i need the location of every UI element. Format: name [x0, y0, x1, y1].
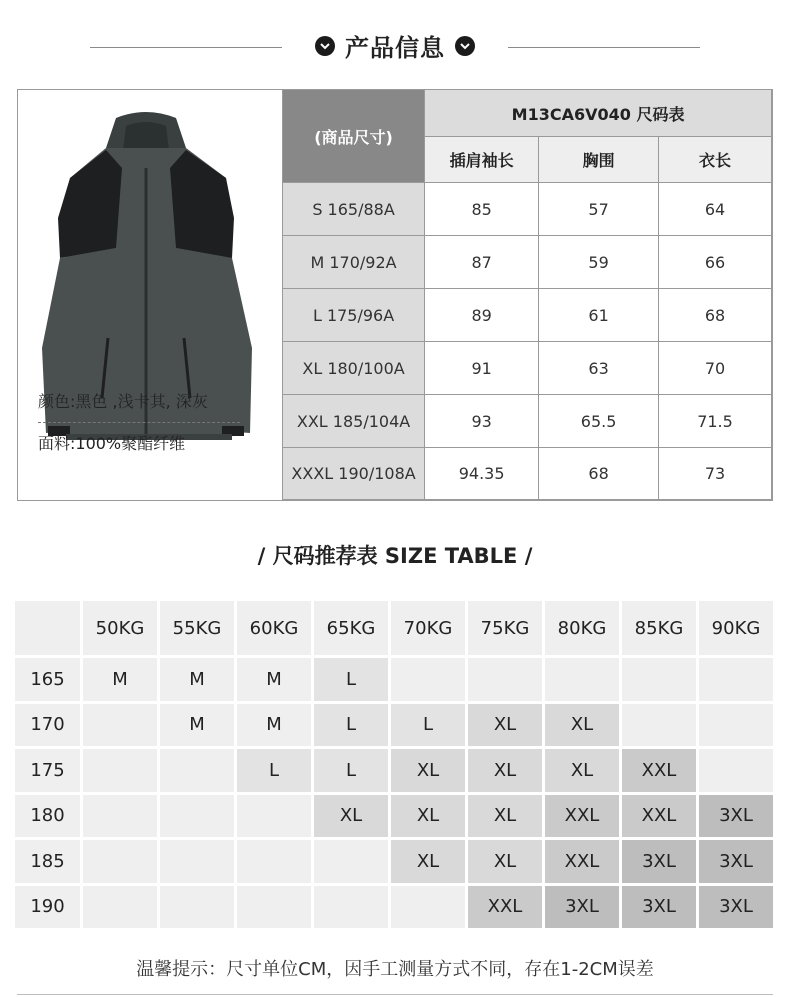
size-cell: [314, 886, 388, 929]
product-info-panel: [17, 89, 773, 501]
value-cell: 57: [539, 183, 659, 236]
size-cell: L 175/96A: [283, 289, 425, 342]
size-cell: XL: [314, 795, 388, 838]
table-row: [15, 886, 773, 929]
height-label: 185: [15, 840, 80, 883]
header-title-wrap: [0, 28, 790, 63]
size-cell: [391, 886, 465, 929]
size-cell: [391, 658, 465, 701]
value-cell: 68: [659, 289, 772, 342]
value-cell: 63: [539, 342, 659, 395]
size-cell: [237, 795, 311, 838]
value-cell: 59: [539, 236, 659, 289]
weight-header: 70KG: [391, 601, 465, 655]
height-label: 165: [15, 658, 80, 701]
value-cell: 68: [539, 448, 659, 500]
size-cell: XL: [468, 795, 542, 838]
size-cell: [83, 840, 157, 883]
size-cell: M: [160, 704, 234, 747]
value-cell: 70: [659, 342, 772, 395]
size-cell: [160, 795, 234, 838]
model-header: M13CA6V040 尺码表: [425, 90, 772, 137]
value-cell: 94.35: [425, 448, 539, 500]
value-cell: 93: [425, 395, 539, 448]
value-cell: 89: [425, 289, 539, 342]
size-cell: 3XL: [699, 840, 773, 883]
size-cell: [622, 658, 696, 701]
value-cell: 64: [659, 183, 772, 236]
height-label: 180: [15, 795, 80, 838]
section-header: [0, 0, 790, 90]
size-cell: XL: [545, 704, 619, 747]
size-cell: [160, 886, 234, 929]
chevron-down-circle-icon: [315, 36, 335, 56]
height-label: 170: [15, 704, 80, 747]
size-cell: [237, 840, 311, 883]
value-cell: 87: [425, 236, 539, 289]
size-cell: [237, 886, 311, 929]
value-cell: 66: [659, 236, 772, 289]
size-cell: [699, 658, 773, 701]
size-cell: [83, 886, 157, 929]
table-row: [15, 658, 773, 701]
product-photo-panel: [18, 90, 282, 500]
size-cell: XL: [391, 749, 465, 792]
size-cell: XL: [468, 749, 542, 792]
size-cell: M: [237, 704, 311, 747]
size-cell: XL: [391, 840, 465, 883]
page-title: 产品信息: [345, 34, 445, 62]
table-row: [283, 342, 772, 395]
size-cell: [160, 840, 234, 883]
table-row: [15, 749, 773, 792]
value-cell: 85: [425, 183, 539, 236]
table-row: [283, 289, 772, 342]
size-cell: 3XL: [699, 795, 773, 838]
size-cell: 3XL: [622, 886, 696, 929]
value-cell: 61: [539, 289, 659, 342]
column-header: 胸围: [539, 137, 659, 183]
size-cell: [545, 658, 619, 701]
dashed-divider: [38, 422, 240, 423]
height-label: 190: [15, 886, 80, 929]
size-cell: XXL: [622, 795, 696, 838]
table-row: [15, 704, 773, 747]
value-cell: 71.5: [659, 395, 772, 448]
size-cell: L: [391, 704, 465, 747]
size-cell: XL: [545, 749, 619, 792]
size-cell: XXL: [622, 749, 696, 792]
value-cell: 65.5: [539, 395, 659, 448]
size-cell: M: [237, 658, 311, 701]
bottom-divider: [17, 994, 773, 995]
size-cell: XXL: [545, 840, 619, 883]
measurement-note: 温馨提示：尺寸单位CM，因手工测量方式不同，存在1-2CM误差: [136, 959, 654, 980]
size-cell: XL: [468, 840, 542, 883]
size-cell: [83, 749, 157, 792]
size-table-title: / 尺码推荐表 SIZE TABLE /: [257, 544, 533, 568]
size-cell: XXL: [545, 795, 619, 838]
color-info: 颜色:黑色 ,浅卡其, 深灰: [38, 392, 208, 411]
corner-cell: [15, 601, 80, 655]
table-row: [283, 448, 772, 500]
measurement-table: [282, 89, 772, 500]
size-cell: M 170/92A: [283, 236, 425, 289]
table-row: [15, 795, 773, 838]
size-cell: XXL 185/104A: [283, 395, 425, 448]
weight-header: 60KG: [237, 601, 311, 655]
column-header: 插肩袖长: [425, 137, 539, 183]
table-row: [283, 183, 772, 236]
size-cell: [314, 840, 388, 883]
weight-header: 55KG: [160, 601, 234, 655]
weight-header: 50KG: [83, 601, 157, 655]
size-cell: XXXL 190/108A: [283, 448, 425, 500]
weight-header: 65KG: [314, 601, 388, 655]
fabric-info: 面料:100%聚酯纤维: [38, 434, 186, 453]
size-cell: 3XL: [545, 886, 619, 929]
size-cell: 3XL: [699, 886, 773, 929]
weight-header: 90KG: [699, 601, 773, 655]
table-row: [283, 395, 772, 448]
size-cell: XXL: [468, 886, 542, 929]
size-cell: L: [314, 704, 388, 747]
size-cell: M: [83, 658, 157, 701]
size-recommendation-table: [12, 598, 776, 931]
size-cell: [468, 658, 542, 701]
size-cell: 3XL: [622, 840, 696, 883]
table-row: [15, 840, 773, 883]
size-cell: [83, 795, 157, 838]
size-cell: XL: [468, 704, 542, 747]
table-row: [283, 236, 772, 289]
size-cell: M: [160, 658, 234, 701]
size-cell: S 165/88A: [283, 183, 425, 236]
size-cell: L: [237, 749, 311, 792]
size-cell: [622, 704, 696, 747]
size-cell: XL 180/100A: [283, 342, 425, 395]
height-label: 175: [15, 749, 80, 792]
value-cell: 73: [659, 448, 772, 500]
weight-header: 85KG: [622, 601, 696, 655]
size-cell: L: [314, 658, 388, 701]
chevron-down-circle-icon: [455, 36, 475, 56]
size-cell: [699, 749, 773, 792]
value-cell: 91: [425, 342, 539, 395]
size-cell: [699, 704, 773, 747]
size-cell: [83, 704, 157, 747]
size-cell: L: [314, 749, 388, 792]
weight-header: 75KG: [468, 601, 542, 655]
size-label-header: (商品尺寸): [283, 90, 425, 183]
size-cell: XL: [391, 795, 465, 838]
size-cell: [160, 749, 234, 792]
weight-header: 80KG: [545, 601, 619, 655]
column-header: 衣长: [659, 137, 772, 183]
